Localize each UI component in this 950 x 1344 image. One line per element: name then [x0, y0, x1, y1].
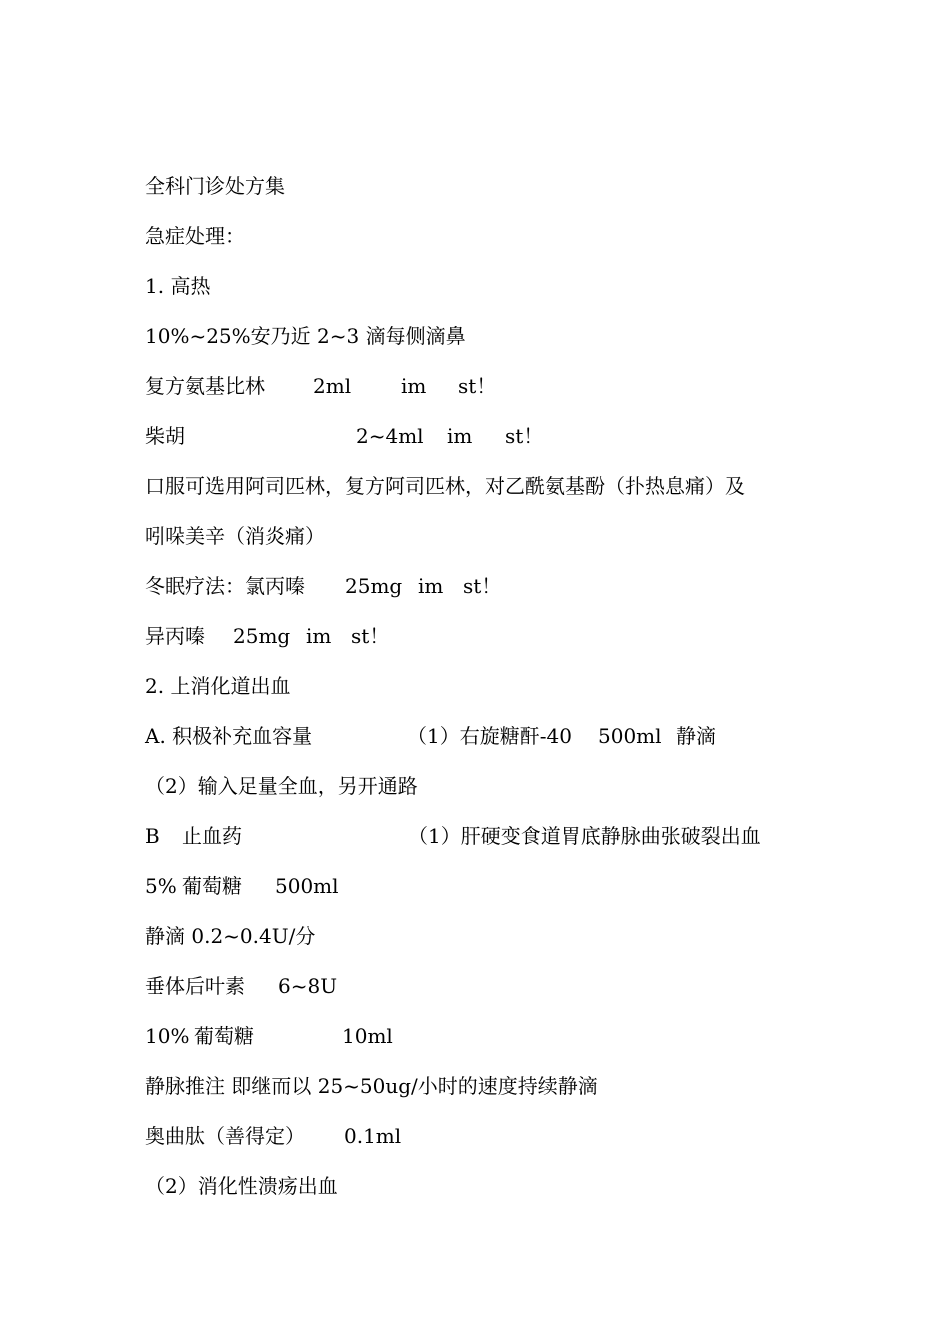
prescription-line: 柴胡 2~4ml im st！	[145, 424, 544, 448]
text-line: 静滴 0.2~0.4U/分	[145, 924, 316, 948]
prescription-line: B 止血药 （1）肝硬变食道胃底静脉曲张破裂出血	[145, 824, 761, 848]
prescription-line: 异丙嗪 25mg im st！	[145, 624, 390, 648]
prescription-line: A. 积极补充血容量 （1）右旋糖酐-40 500ml 静滴	[145, 724, 716, 748]
document-title: 全科门诊处方集	[145, 174, 285, 198]
prescription-line: 冬眠疗法：氯丙嗪 25mg im st！	[145, 574, 502, 598]
text-line: （2）消化性溃疡出血	[145, 1174, 338, 1198]
item-heading-bleeding: 2. 上消化道出血	[145, 674, 291, 698]
text-line: 口服可选用阿司匹林，复方阿司匹林，对乙酰氨基酚（扑热息痛）及	[145, 474, 745, 498]
prescription-line: 复方氨基比林 2ml im st！	[145, 374, 497, 398]
text-line: （2）输入足量全血，另开通路	[145, 774, 418, 798]
text-line: 10%~25%安乃近 2~3 滴每侧滴鼻	[145, 324, 466, 348]
text-line: 静脉推注 即继而以 25~50ug/小时的速度持续静滴	[145, 1074, 598, 1098]
prescription-line: 5% 葡萄糖 500ml	[145, 874, 339, 898]
prescription-line: 垂体后叶素 6~8U	[145, 974, 338, 998]
prescription-line: 奥曲肽（善得定） 0.1ml	[145, 1124, 402, 1148]
item-heading-fever: 1. 高热	[145, 274, 211, 298]
section-heading: 急症处理：	[145, 224, 245, 248]
prescription-line: 10% 葡萄糖 10ml	[145, 1024, 393, 1048]
text-line: 吲哚美辛（消炎痛）	[145, 524, 325, 548]
